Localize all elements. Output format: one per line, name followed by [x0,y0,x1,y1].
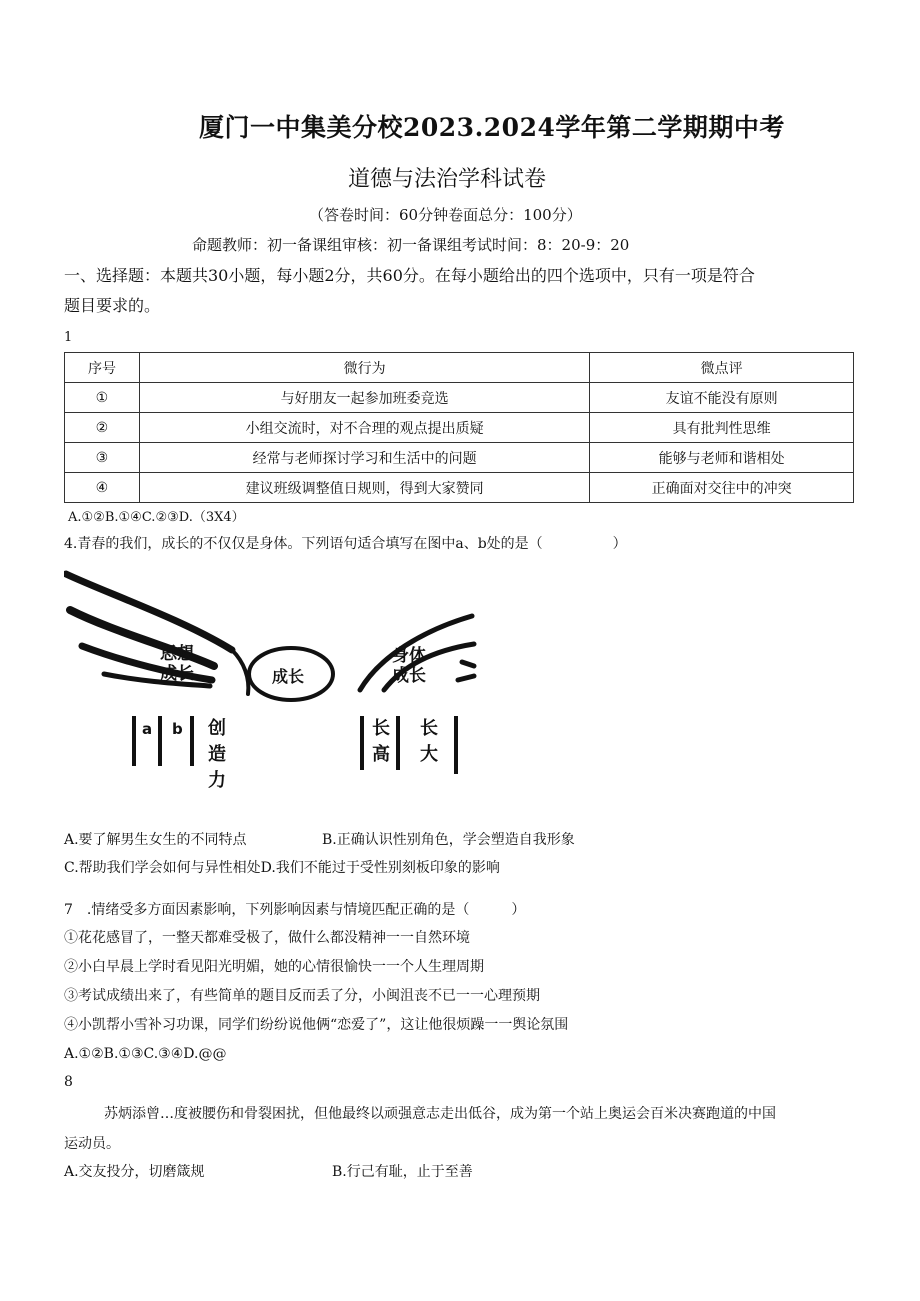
column-char: 造 [208,744,226,765]
table-cell: 与好朋友一起参加班委竞选 [139,383,589,413]
column-creativity-label [208,716,226,794]
table-row [65,383,854,413]
column-char: 力 [208,770,226,791]
table-cell: ④ [65,473,140,503]
column-a-label: a [142,720,153,738]
q4-option-a: A.要了解男生女生的不同特点 [64,832,247,848]
q7-stem: 7 .情绪受多方面因素影响，下列影响因素与情境匹配正确的是（ ） [64,902,526,918]
q1-table [64,352,854,503]
section1-instruction-line2: 题目要求的。 [64,296,161,315]
table-cell: 经常与老师探讨学习和生活中的问题 [139,443,589,473]
header-cell: 序号 [65,353,140,383]
table-cell: 能够与老师和谐相处 [590,443,854,473]
q4-figure [64,570,484,800]
table-cell: 具有批判性思维 [590,413,854,443]
header-cell: 微点评 [590,353,854,383]
q7-item: ①花花感冒了，一整天都难受极了，做什么都没精神一一自然环境 [64,930,470,946]
column-char: 高 [372,744,390,765]
exam-subtitle: 道德与法治学科试卷 [348,167,547,192]
q1-options: A.①②B.①④C.②③D.（3X4） [68,510,245,525]
exam-time-info: （答卷时间：60分钟卷面总分：100分） [309,206,582,224]
column-char: 长 [420,718,438,739]
q8-number: 8 [64,1074,73,1090]
q8-option-a: A.交友投分，切磨箴规 [64,1164,205,1180]
right-wing-label [392,646,426,686]
column-char: 长 [372,718,390,739]
table-cell: 正确面对交往中的冲突 [590,473,854,503]
table-row [65,473,854,503]
exam-title: 厦门一中集美分校2023.2024学年第二学期期中考 [199,113,785,142]
q4-option-cd: C.帮助我们学会如何与异性相处D.我们不能过于受性别刻板印象的影响 [64,860,500,876]
q1-number: 1 [64,330,73,345]
table-row [65,443,854,473]
left-wing-label-line1: 思想 [160,644,194,664]
q4-stem: 4.青春的我们，成长的不仅仅是身体。下列语句适合填写在图中a、b处的是（ ） [64,536,627,552]
table-cell: ③ [65,443,140,473]
center-label: 成长 [272,667,305,686]
left-wing-label [160,644,194,684]
table-header-row [65,353,854,383]
q7-item: ④小凯帮小雪补习功课，同学们纷纷说他俩“恋爱了”，这让他很烦躁一一舆论氛围 [64,1017,569,1033]
q8-option-b: B.行己有耻，止于至善 [332,1164,473,1180]
table-cell: 小组交流时，对不合理的观点提出质疑 [139,413,589,443]
right-wing-label-line2: 成长 [392,666,426,686]
table-cell: ② [65,413,140,443]
column-bigger-label [420,716,438,768]
column-char: 创 [208,718,226,739]
right-wing-label-line1: 身体 [392,646,426,666]
column-taller-label [372,716,390,768]
left-wing-icon [66,574,248,694]
left-wing-label-line2: 成长 [160,664,194,684]
table-cell: 建议班级调整值日规则，得到大家赞同 [139,473,589,503]
q4-option-b: B.正确认识性别角色，学会塑造自我形象 [322,832,575,848]
table-row [65,413,854,443]
q8-stem-line1: 苏炳添曾…度被腰伤和骨裂困扰，但他最终以顽强意志走出低谷，成为第一个站上奥运会百米决赛跑道的中国 [104,1106,776,1122]
column-b-label: b [172,720,183,738]
header-cell: 微行为 [139,353,589,383]
q7-item: ②小白早晨上学时看见阳光明媚，她的心情很愉快一一个人生理周期 [64,959,484,975]
exam-staff-info: 命题教师：初一备课组审核：初一备课组考试时间：8：20-9：20 [192,236,630,254]
column-char: 大 [420,744,438,765]
table-cell: ① [65,383,140,413]
q8-stem-line2: 运动员。 [64,1136,120,1152]
section1-instruction-line1: 一、选择题：本题共30小题，每小题2分，共60分。在每小题给出的四个选项中，只有一项是符合 [64,266,755,285]
q7-options: A.①②B.①③C.③④D.@@ [64,1046,227,1062]
q7-item: ③考试成绩出来了，有些简单的题目反而丢了分，小闽沮丧不已一一心理预期 [64,988,540,1004]
table-cell: 友谊不能没有原则 [590,383,854,413]
